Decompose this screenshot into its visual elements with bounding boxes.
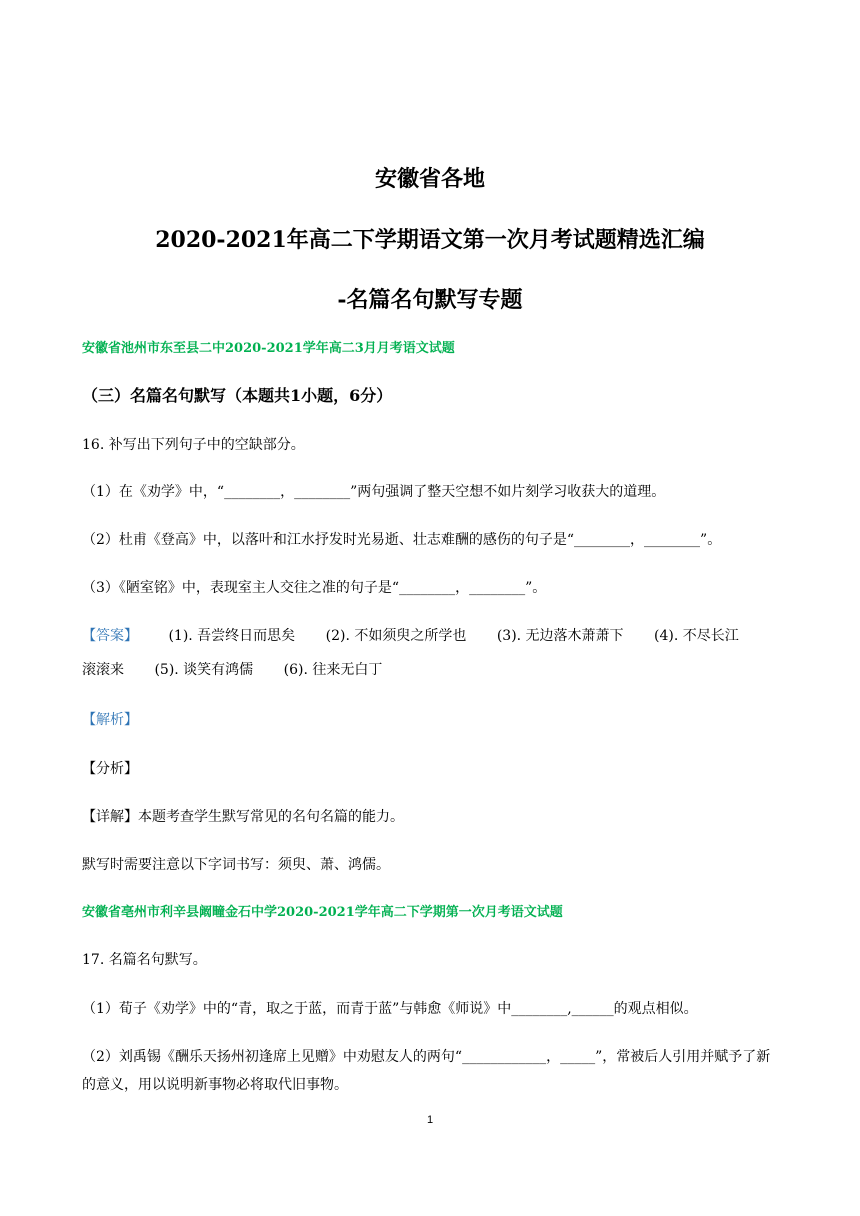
question-16-stem: 16. 补写出下列句子中的空缺部分。 [82, 437, 305, 453]
answer-item: (3). 无边落木萧萧下 [496, 628, 624, 644]
answer-item-continued: 滚滚来 [82, 662, 124, 678]
answer-item: (4). 不尽长江 [654, 628, 739, 644]
answer-item: (6). 往来无白丁 [283, 662, 383, 678]
question-17-part-1: （1）荀子《劝学》中的“青，取之于蓝，而青于蓝”与韩愈《师说》中________,______的观点相似。 [82, 1001, 698, 1017]
analysis-label: 【分析】 [82, 761, 138, 777]
writing-note: 默写时需要注意以下字词书写：须臾、萧、鸿儒。 [82, 857, 390, 873]
question-17-part-2: （2）刘禹锡《酬乐天扬州初逢席上见赠》中劝慰友人的两句“____________，_____”，常被后人引用并赋予了新的意义，用以说明新事物必将取代旧事物。 [82, 1049, 771, 1093]
answer-tag: 【答案】 [82, 628, 138, 644]
source-heading-2: 安徽省亳州市利辛县阚疃金石中学2020-2021学年高二下学期第一次月考语文试题 [82, 905, 563, 920]
question-17-stem: 17. 名篇名句默写。 [82, 952, 207, 968]
page-number: 1 [426, 1114, 434, 1126]
title-line-3: -名篇名句默写专题 [337, 287, 523, 313]
title-line-2: 2020-2021年高二下学期语文第一次月考试题精选汇编 [155, 227, 705, 253]
answer-item: (5). 谈笑有鸿儒 [154, 662, 254, 678]
detail-explanation: 【详解】本题考查学生默写常见的名句名篇的能力。 [82, 809, 404, 825]
question-16-part-2: （2）杜甫《登高》中，以落叶和江水抒发时光易逝、壮志难酬的感伤的句子是“________，________”。 [82, 532, 722, 548]
question-16-part-3: （3）《陋室铭》中，表现室主人交往之准的句子是“________，________”。 [82, 580, 547, 596]
title-line-1: 安徽省各地 [374, 166, 485, 192]
section-heading: （三）名篇名句默写（本题共1小题，6分） [82, 386, 393, 405]
analysis-tag: 【解析】 [82, 712, 138, 728]
answer-line-1 [82, 626, 782, 646]
source-heading-1: 安徽省池州市东至县二中2020-2021学年高二3月月考语文试题 [82, 341, 455, 356]
answer-item: (2). 不如须臾之所学也 [325, 628, 467, 644]
answer-line-2 [82, 660, 782, 680]
answer-item: (1). 吾尝终日而思矣 [168, 628, 296, 644]
question-16-part-1: （1）在《劝学》中，“________，________”两句强调了整天空想不如片刻学习收获大的道理。 [82, 484, 666, 500]
